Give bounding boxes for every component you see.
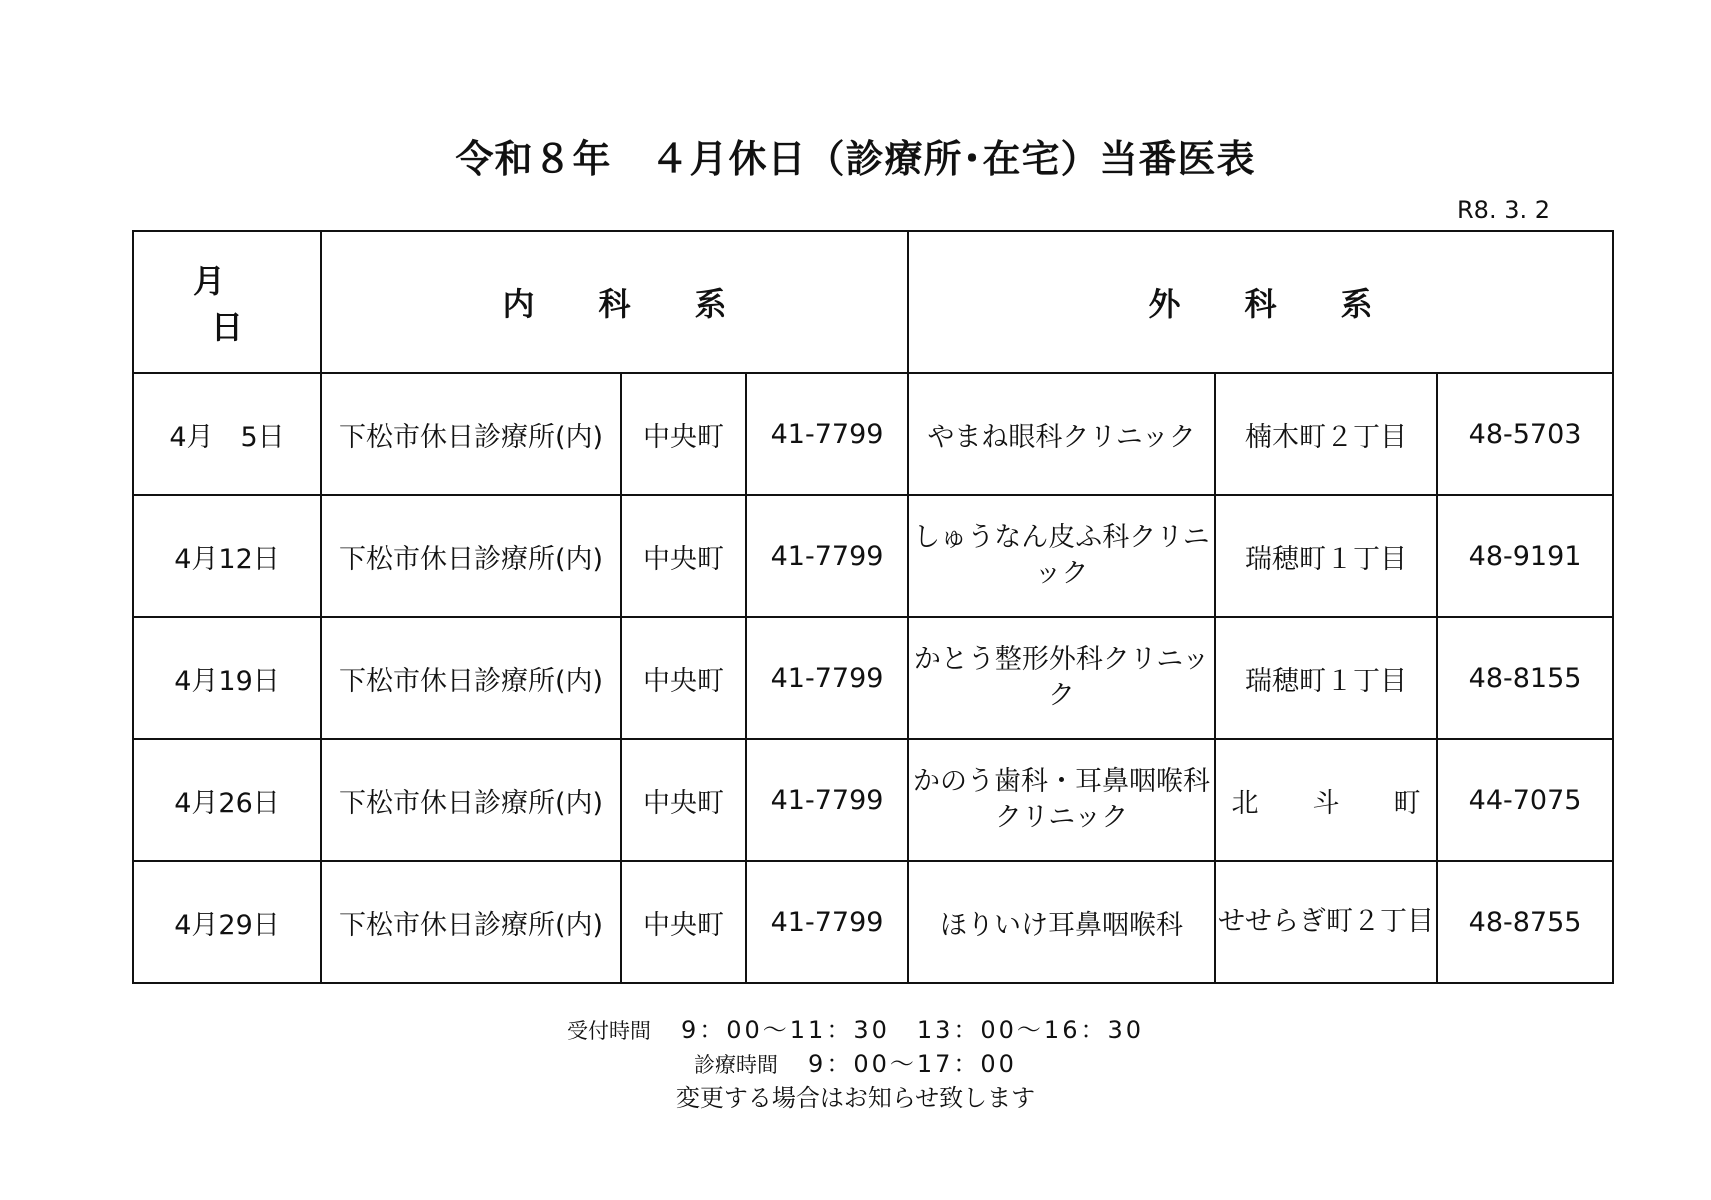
- reception-hours: 9：00～11：30 13：00～16：30: [680, 1016, 1145, 1044]
- table-row: [133, 861, 1613, 983]
- surgical-clinic-phone: 48-9191: [1437, 495, 1613, 617]
- surgical-clinic-area: 北 斗 町: [1215, 739, 1437, 861]
- date-cell: 4月 5日: [133, 373, 321, 495]
- internal-clinic-name: 下松市休日診療所(内): [321, 861, 621, 983]
- date-cell: 4月19日: [133, 617, 321, 739]
- internal-clinic-phone: 41-7799: [746, 495, 908, 617]
- surgical-clinic-area: 瑞穂町１丁目: [1215, 495, 1437, 617]
- surgical-clinic-area: 楠木町２丁目: [1215, 373, 1437, 495]
- date-cell: 4月12日: [133, 495, 321, 617]
- table-row: [133, 617, 1613, 739]
- reception-hours-line: [0, 1010, 1711, 1045]
- reception-label: 受付時間: [566, 1019, 651, 1043]
- surgical-clinic-phone: 44-7075: [1437, 739, 1613, 861]
- internal-clinic-area: 中央町: [621, 617, 746, 739]
- table-header-row: [133, 231, 1613, 373]
- surgical-clinic-phone: 48-8155: [1437, 617, 1613, 739]
- surgical-clinic-phone: 48-8755: [1437, 861, 1613, 983]
- internal-clinic-phone: 41-7799: [746, 861, 908, 983]
- surgical-clinic-area: せせらぎ町２丁目: [1215, 861, 1437, 983]
- internal-clinic-phone: 41-7799: [746, 739, 908, 861]
- table-row: [133, 739, 1613, 861]
- internal-clinic-name: 下松市休日診療所(内): [321, 373, 621, 495]
- surgical-clinic-name-line2: クリニック: [994, 802, 1129, 833]
- internal-clinic-area: 中央町: [621, 739, 746, 861]
- internal-clinic-name: 下松市休日診療所(内): [321, 617, 621, 739]
- internal-clinic-area: 中央町: [621, 861, 746, 983]
- surgical-clinic-name: かとう整形外科クリニック: [908, 617, 1215, 739]
- internal-clinic-area: 中央町: [621, 373, 746, 495]
- table-row: [133, 373, 1613, 495]
- surgical-clinic-name: やまね眼科クリニック: [908, 373, 1215, 495]
- date-cell: 4月26日: [133, 739, 321, 861]
- surgical-clinic-phone: 48-5703: [1437, 373, 1613, 495]
- surgical-clinic-name-line1: かのう歯科・耳鼻咽喉科: [913, 766, 1211, 797]
- table-row: [133, 495, 1613, 617]
- surgical-clinic-name: しゅうなん皮ふ科クリニック: [908, 495, 1215, 617]
- internal-clinic-phone: 41-7799: [746, 373, 908, 495]
- revision-date: R8. 3. 2: [1457, 196, 1550, 224]
- header-surgery: 外 科 系: [908, 231, 1613, 373]
- consultation-label: 診療時間: [694, 1053, 779, 1077]
- change-notice: 変更する場合はお知らせ致します: [675, 1084, 1036, 1112]
- duty-doctor-table: [132, 230, 1614, 984]
- header-internal-medicine: 内 科 系: [321, 231, 908, 373]
- consultation-hours: 9：00～17：00: [808, 1050, 1017, 1078]
- surgical-clinic-area: 瑞穂町１丁目: [1215, 617, 1437, 739]
- surgical-clinic-name: ほりいけ耳鼻咽喉科: [908, 861, 1215, 983]
- internal-clinic-area: 中央町: [621, 495, 746, 617]
- internal-clinic-name: 下松市休日診療所(内): [321, 739, 621, 861]
- surgical-clinic-name: [908, 739, 1215, 861]
- consultation-hours-line: [0, 1044, 1711, 1079]
- date-cell: 4月29日: [133, 861, 321, 983]
- page-title: 令和８年 ４月休日（診療所･在宅）当番医表: [455, 137, 1256, 181]
- header-date: 月 日: [133, 231, 321, 373]
- internal-clinic-phone: 41-7799: [746, 617, 908, 739]
- internal-clinic-name: 下松市休日診療所(内): [321, 495, 621, 617]
